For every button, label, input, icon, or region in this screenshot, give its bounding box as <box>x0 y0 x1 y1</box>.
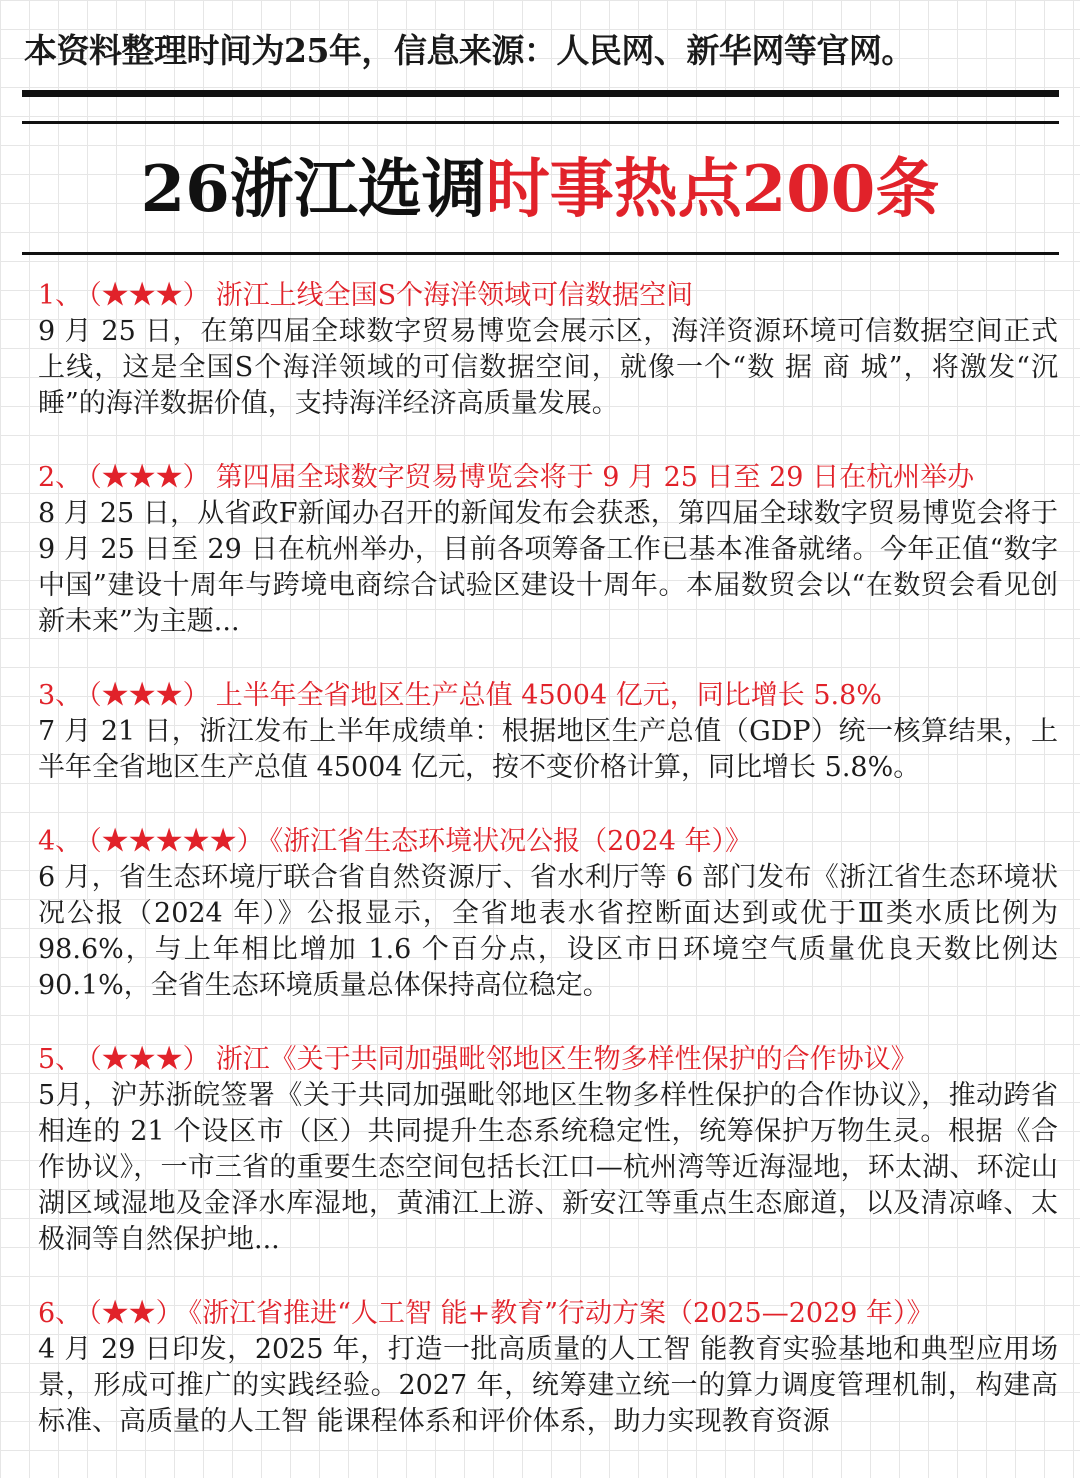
item-heading-text: 《浙江省生态环境状况公报（2024 年）》 <box>269 826 752 857</box>
title-divider <box>22 252 1059 255</box>
item-number: 3、 <box>38 680 83 711</box>
news-item <box>38 278 1058 422</box>
item-number: 1、 <box>38 280 83 311</box>
news-item <box>38 460 1058 640</box>
news-item-body: 7 月 21 日，浙江发布上半年成绩单：根据地区生产总值（GDP）统一核算结果，上半年全省地区生产总值 45004 亿元，按不变价格计算，同比增长 5.8%。 <box>38 716 1058 783</box>
item-heading-text: 《浙江省推进“人工智 能+教育”行动方案（2025—2029 年）》 <box>188 1298 934 1329</box>
top-divider <box>22 90 1059 97</box>
star-rating: （★★★） <box>88 1044 210 1075</box>
news-list <box>38 278 1058 1478</box>
news-item-heading <box>38 1296 1058 1332</box>
item-heading-text: 第四届全球数字贸易博览会将于 9 月 25 日至 29 日在杭州举办 <box>215 462 975 493</box>
news-item-body: 5月，沪苏浙皖签署《关于共同加强毗邻地区生物多样性保护的合作协议》，推动跨省相连的 21 个设区市（区）共同提升生态系统稳定性，统筹保护万物生灵。根据《合作协议》，一市三省的重要生态空间包括长江口—杭州湾等近海湿地，环太湖、环淀山湖区域湿地及金泽水库湿地，黄浦江上游、新安江等重点生态廊道，以及清凉峰、太极洞等自然保护地... <box>38 1080 1058 1255</box>
news-item <box>38 1042 1058 1258</box>
star-rating: （★★★） <box>88 680 210 711</box>
news-item-heading <box>38 278 1058 314</box>
star-rating: （★★） <box>88 1298 183 1329</box>
item-number: 6、 <box>38 1298 83 1329</box>
news-item-heading <box>38 824 1058 860</box>
page-title <box>0 140 1080 240</box>
star-rating: （★★★★★） <box>88 826 264 857</box>
item-number: 4、 <box>38 826 83 857</box>
star-rating: （★★★） <box>88 462 210 493</box>
news-item-body: 8 月 25 日，从省政F新闻办召开的新闻发布会获悉，第四届全球数字贸易博览会将于9 月 25 日至 29 日在杭州举办，目前各项筹备工作已基本准备就绪。今年正值“数字中国”建设十周年与跨境电商综合试验区建设十周年。本届数贸会以“在数贸会看见创新未来”为主题... <box>38 498 1058 637</box>
item-heading-text: 浙江《关于共同加强毗邻地区生物多样性保护的合作协议》 <box>215 1044 918 1075</box>
star-rating: （★★★） <box>88 280 210 311</box>
page-title-highlight: 时事热点200条 <box>485 152 940 227</box>
news-item-body: 4 月 29 日印发，2025 年，打造一批高质量的人工智 能教育实验基地和典型应用场景，形成可推广的实践经验。2027 年，统筹建立统一的算力调度管理机制，构建高标准、高质量的人工智 能课程体系和评价体系，助力实现教育资源 <box>38 1334 1058 1437</box>
item-heading-text: 上半年全省地区生产总值 45004 亿元，同比增长 5.8% <box>215 680 882 711</box>
news-item-heading <box>38 678 1058 714</box>
source-note: 本资料整理时间为25年，信息来源：人民网、新华网等官网。 <box>24 31 914 70</box>
news-item <box>38 824 1058 1004</box>
news-item-body: 6 月，省生态环境厅联合省自然资源厅、省水利厅等 6 部门发布《浙江省生态环境状况公报（2024 年）》公报显示，全省地表水省控断面达到或优于Ⅲ类水质比例为 98.6%，与上年相比增加 1.6 个百分点，设区市日环境空气质量优良天数比例达90.1%，全省生态环境质量总体保持高位稳定。 <box>38 862 1058 1001</box>
news-item-body: 9 月 25 日，在第四届全球数字贸易博览会展示区，海洋资源环境可信数据空间正式上线，这是全国S个海洋领域的可信数据空间，就像一个“数 据 商 城”，将激发“沉睡”的海洋数据价值，支持海洋经济高质量发展。 <box>38 316 1058 419</box>
news-item <box>38 678 1058 786</box>
page-title-main: 26浙江选调 <box>140 152 486 227</box>
news-item-heading <box>38 460 1058 496</box>
item-number: 2、 <box>38 462 83 493</box>
item-heading-text: 浙江上线全国S个海洋领域可信数据空间 <box>215 280 694 311</box>
top-divider-thin <box>22 121 1059 124</box>
news-item <box>38 1296 1058 1440</box>
news-item-heading <box>38 1042 1058 1078</box>
item-number: 5、 <box>38 1044 83 1075</box>
